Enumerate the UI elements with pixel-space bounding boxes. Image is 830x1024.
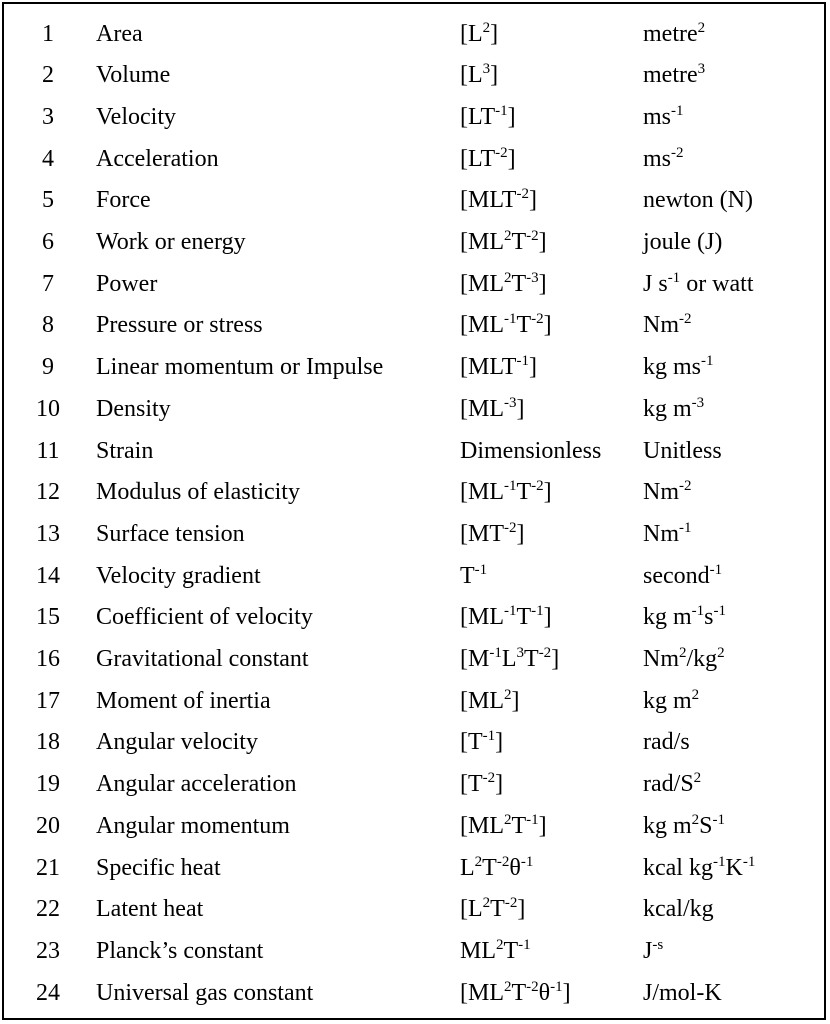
- si-unit: $ms^{-2}$: [643, 144, 684, 172]
- table-row: [0, 139, 830, 181]
- table-row: [0, 597, 830, 639]
- row-number: 15: [36, 604, 60, 631]
- row-number: 3: [42, 103, 54, 130]
- si-unit: kg $ms^{-1}$: [643, 353, 714, 381]
- table-row: [0, 431, 830, 473]
- row-number: 9: [42, 354, 54, 381]
- row-number: 4: [42, 145, 54, 172]
- si-unit: second$^{-1}$: [643, 561, 723, 589]
- dimensional-formula: $[ML^2T^{-2}\theta^{-1}]$: [460, 978, 571, 1006]
- row-number: 22: [36, 896, 60, 923]
- si-unit: joule (J): [643, 229, 723, 255]
- dimensional-formula: $[ML^2T^{-3}]$: [460, 269, 547, 297]
- table-row: [0, 556, 830, 598]
- si-unit: Unitless: [643, 437, 722, 464]
- table-row: [0, 14, 830, 56]
- row-number: 16: [36, 646, 60, 672]
- si-unit: $ms^{-1}$: [643, 102, 684, 130]
- row-number: 14: [36, 562, 60, 589]
- table-row: [0, 305, 830, 347]
- table-row: [0, 472, 830, 514]
- dimensional-formula: $[LT^{-1}]$: [460, 102, 516, 130]
- table-row: [0, 514, 830, 556]
- physical-quantity: Angular momentum: [96, 812, 290, 839]
- physical-quantity: Volume: [96, 62, 171, 89]
- physical-quantity: Strain: [96, 437, 154, 464]
- physical-quantity: Moment of inertia: [96, 687, 271, 714]
- row-number: 12: [36, 479, 60, 506]
- dimensional-formula: $[LT^{-2}]$: [460, 144, 516, 172]
- physical-quantity: Velocity: [96, 103, 176, 130]
- dimensional-formula: $[L^3]$: [460, 61, 499, 89]
- table-row: [0, 764, 830, 806]
- si-unit: rad/s: [643, 729, 690, 756]
- table-row: [0, 55, 830, 97]
- table-row: [0, 347, 830, 389]
- row-number: 1: [42, 20, 54, 47]
- physical-quantity: Linear momentum or Impulse: [96, 354, 384, 381]
- physical-quantity: Angular acceleration: [96, 771, 297, 798]
- row-number: 20: [36, 812, 60, 839]
- table-row: [0, 180, 830, 222]
- row-number: 7: [42, 270, 54, 297]
- si-unit: kcal $kg^{-1}K^{-1}$: [643, 853, 756, 881]
- physical-quantity: Surface tension: [96, 520, 245, 547]
- dimensional-formula: $[T^{-2}]$: [460, 770, 504, 798]
- physical-quantity: Latent heat: [96, 896, 204, 923]
- dimensional-formula: $[M^{-1}L^3T^{-2}]$: [460, 645, 560, 672]
- row-number: 23: [36, 937, 60, 964]
- dimensional-formula: $[MLT^{-1}]$: [460, 353, 537, 381]
- si-unit: metre$^3$: [643, 61, 706, 89]
- physical-quantity: Coefficient of velocity: [96, 604, 313, 631]
- table-row: [0, 973, 830, 1015]
- physical-quantity: Modulus of elasticity: [96, 479, 300, 506]
- dimensional-formula: $L^2T^{-2}\theta^{-1}$: [460, 853, 534, 881]
- physical-quantity: Density: [96, 395, 171, 422]
- dimensional-formula: $[ML^{-1}T^{-2}]$: [460, 478, 552, 506]
- row-number: 17: [36, 687, 60, 714]
- dimensional-formula: $[ML^{-1}T^{-2}]$: [460, 311, 552, 339]
- si-unit: kg $m^{-3}$: [643, 394, 705, 422]
- si-unit: kg $m^2S^{-1}$: [643, 811, 726, 839]
- dimensional-formula: $[ML^2]$: [460, 686, 520, 714]
- row-number: 24: [36, 979, 60, 1006]
- row-number: 18: [36, 729, 60, 756]
- table-row: [0, 848, 830, 890]
- physical-quantity: Specific heat: [96, 854, 221, 881]
- si-unit: kg $m^{-1}s^{-1}$: [643, 603, 727, 631]
- physical-quantity: Universal gas constant: [96, 979, 314, 1006]
- dimensional-formula: $[T^{-1}]$: [460, 728, 504, 756]
- dimensional-formula: $[ML^2T^{-2}]$: [460, 228, 547, 255]
- physical-quantity: Planck’s constant: [96, 937, 264, 964]
- row-number: 2: [42, 62, 54, 89]
- row-number: 11: [36, 437, 60, 464]
- si-unit: $Nm^{-2}$: [643, 311, 692, 339]
- row-number: 13: [36, 520, 60, 547]
- table-row: [0, 97, 830, 139]
- table-row: [0, 806, 830, 848]
- dimensional-formula: $[L^2T^{-2}]$: [460, 895, 526, 923]
- physical-quantity: Power: [96, 270, 158, 297]
- si-unit: rad/$S^2$: [643, 770, 702, 798]
- row-number: 6: [42, 229, 54, 255]
- si-unit: kg $m^2$: [643, 686, 700, 714]
- table-row: [0, 931, 830, 973]
- row-number: 8: [42, 312, 54, 339]
- row-number: 19: [36, 771, 60, 798]
- si-unit: newton (N): [643, 187, 753, 214]
- si-unit: J $s^{-1}$ or watt: [643, 269, 754, 297]
- table-row: [0, 389, 830, 431]
- row-number: 21: [36, 854, 60, 881]
- table-row: [0, 889, 830, 931]
- row-number: 5: [42, 187, 54, 214]
- table-row: [0, 264, 830, 306]
- physical-quantity: Angular velocity: [96, 729, 258, 756]
- table-row: [0, 639, 830, 681]
- table-row: [0, 722, 830, 764]
- row-number: 10: [36, 395, 60, 422]
- si-unit: $J^{-s}$: [643, 936, 664, 964]
- dimensional-formula: $T^{-1}$: [460, 561, 488, 589]
- dimensional-formula: $[L^2]$: [460, 19, 499, 47]
- dimensional-formula: $[ML^2T^{-1}]$: [460, 811, 547, 839]
- si-unit: metre$^2$: [643, 19, 706, 47]
- si-unit: kcal/kg: [643, 896, 714, 923]
- dimensional-formula: $ML^2T^{-1}$: [460, 936, 531, 964]
- physical-quantity: Acceleration: [96, 145, 219, 172]
- dimensional-formula: $[MLT^{-2}]$: [460, 186, 537, 214]
- table-row: [0, 681, 830, 723]
- dimensional-formula: $[ML^{-3}]$: [460, 394, 525, 422]
- si-unit: J/mol-K: [643, 979, 722, 1006]
- si-unit: $Nm^{-2}$: [643, 478, 692, 506]
- physical-quantity: Area: [96, 20, 143, 47]
- si-unit: $Nm^2/kg^2$: [643, 645, 725, 672]
- dimensional-formula: Dimensionless: [460, 437, 602, 464]
- table-row: [0, 222, 830, 264]
- physical-quantity: Work or energy: [96, 229, 246, 255]
- si-unit: $Nm^{-1}$: [643, 519, 692, 547]
- physical-quantity: Pressure or stress: [96, 312, 263, 339]
- physical-quantity: Velocity gradient: [96, 562, 261, 589]
- dimensional-formula: $[ML^{-1}T^{-1}]$: [460, 603, 552, 631]
- physical-quantity: Gravitational constant: [96, 646, 309, 672]
- dimensional-formula: $[MT^{-2}]$: [460, 519, 525, 547]
- physical-quantity: Force: [96, 187, 151, 214]
